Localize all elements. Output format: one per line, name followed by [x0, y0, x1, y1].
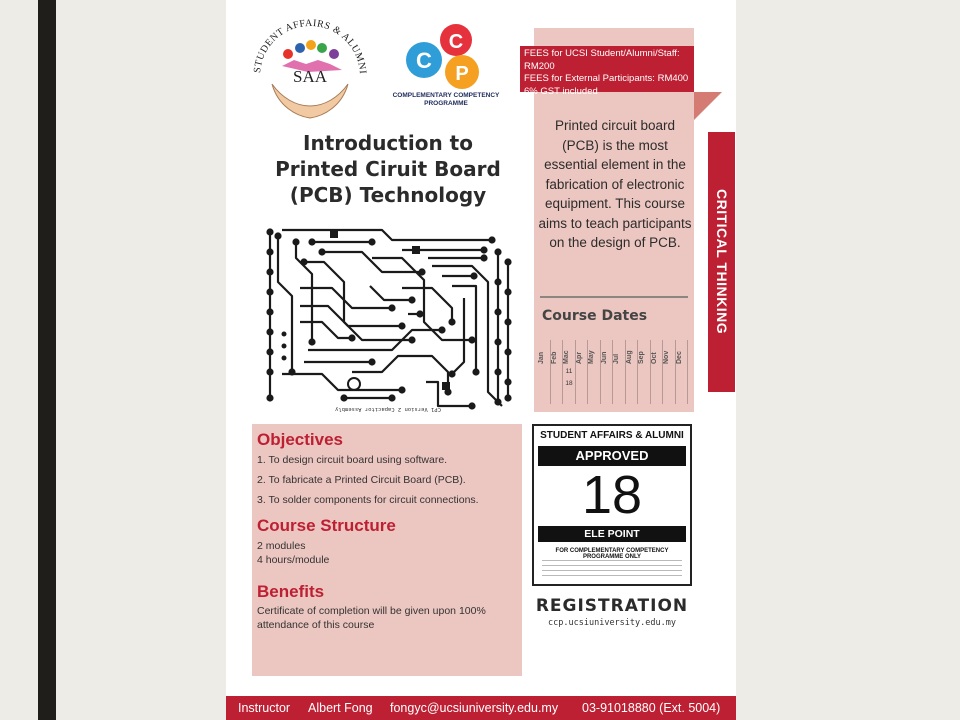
month-label: Dec: [675, 351, 683, 364]
objectives-panel: [252, 424, 522, 676]
title-line-1: Introduction to: [303, 131, 473, 155]
fees-box: [520, 46, 694, 97]
instructor-name: Albert Fong: [308, 701, 373, 715]
month-label: Mac: [563, 350, 570, 364]
badge-for-line: FOR COMPLEMENTARY COMPETENCY PROGRAMME ONLY: [555, 548, 669, 560]
month-label: Apr: [575, 351, 583, 364]
structure-line-2: 4 hours/module: [257, 554, 330, 566]
poster: [226, 0, 736, 720]
month-label: Nov: [663, 350, 670, 364]
fees-line-1: FEES for UCSI Student/Alumni/Staff: RM200: [524, 48, 680, 72]
objectives-heading: Objectives: [257, 430, 343, 449]
critical-thinking-tab: [708, 132, 735, 392]
saa-abbr: SAA: [292, 67, 328, 86]
registration-url[interactable]: ccp.ucsiuniversity.edu.my: [548, 618, 676, 628]
benefits-heading: Benefits: [257, 582, 325, 601]
month-column: [601, 340, 614, 404]
course-date: 18: [565, 380, 573, 387]
left-dark-bar: [38, 0, 56, 720]
badge-ele-point: ELE POINT: [538, 526, 686, 542]
month-column: [676, 340, 689, 404]
fees-line-3: 6% GST included: [524, 85, 598, 97]
ccp-caption-line2: PROGRAMME: [424, 100, 468, 107]
benefits-text: Certificate of completion will be given upon 100% attendance of this course: [257, 605, 486, 631]
month-label: Jul: [613, 353, 620, 364]
ccp-caption-line1: COMPLEMENTARY COMPETENCY: [392, 92, 500, 99]
month-label: Aug: [625, 350, 633, 364]
badge-fine-print: [542, 565, 682, 566]
saa-arc-text: STUDENT AFFAIRS & ALUMNI: [252, 17, 368, 75]
badge-fine-print: [542, 575, 682, 576]
critical-thinking-label: CRITICAL THINKING: [714, 189, 730, 335]
registration-heading: REGISTRATION: [535, 596, 689, 616]
divider: [540, 296, 688, 298]
month-column: [626, 340, 639, 404]
fees-fold: [694, 92, 722, 120]
course-date: 11: [565, 368, 573, 375]
instructor-label: Instructor: [238, 701, 291, 715]
saa-logo: [248, 14, 370, 126]
footer-bar: [226, 696, 736, 720]
badge-approved: APPROVED: [538, 446, 686, 466]
month-column: [576, 340, 589, 404]
month-column: [663, 340, 676, 404]
badge-header: STUDENT AFFAIRS & ALUMNI: [540, 430, 684, 441]
badge-points-number: 18: [581, 465, 643, 525]
objective-item: 2. To fabricate a Printed Circuit Board (PCB).: [257, 474, 466, 486]
month-column: [551, 340, 564, 404]
month-column: [538, 340, 551, 404]
pcb-caption: CP1 Version 2 Capacitor Assembly: [335, 406, 441, 412]
course-description: Printed circuit board (PCB) is the most essential element in the fabrication of electronic equipment. This course aims to teach participants on the design of PCB.: [538, 118, 692, 250]
approval-badge: [532, 424, 692, 586]
structure-line-1: 2 modules: [257, 540, 306, 552]
pcb-illustration: [252, 222, 524, 418]
ccp-letter-2: C: [448, 31, 464, 53]
objective-item: 3. To solder components for circuit connections.: [257, 494, 479, 506]
ccp-logo: [376, 20, 516, 124]
month-column: [563, 340, 576, 404]
fees-line-2: FEES for External Participants: RM400: [524, 73, 689, 84]
month-column: [651, 340, 664, 404]
course-dates-calendar: [538, 340, 688, 404]
month-label: Jun: [600, 351, 608, 364]
month-label: Sep: [638, 351, 645, 364]
badge-fine-print: [542, 570, 682, 571]
month-label: Jan: [538, 351, 545, 364]
instructor-email[interactable]: fongyc@ucsiuniversity.edu.my: [390, 701, 559, 715]
objective-item: 1. To design circuit board using software.: [257, 454, 448, 466]
month-column: [638, 340, 651, 404]
instructor-phone: 03-91018880 (Ext. 5004): [582, 701, 721, 715]
ccp-caption: [376, 92, 516, 108]
course-dates-heading: Course Dates: [542, 308, 648, 324]
month-column: [588, 340, 601, 404]
badge-fine-print: [542, 560, 682, 561]
month-label: May: [588, 350, 595, 364]
title-line-3: (PCB) Technology: [289, 183, 487, 207]
title-line-2: Printed Ciruit Board: [275, 157, 501, 181]
course-structure-heading: Course Structure: [257, 516, 396, 535]
month-column: [613, 340, 626, 404]
month-label: Feb: [550, 351, 558, 364]
ccp-letter-3: P: [455, 63, 469, 85]
objectives-list: [257, 454, 519, 514]
ccp-letter-1: C: [416, 48, 432, 73]
month-label: Oct: [650, 352, 658, 364]
page-title: [256, 130, 520, 208]
